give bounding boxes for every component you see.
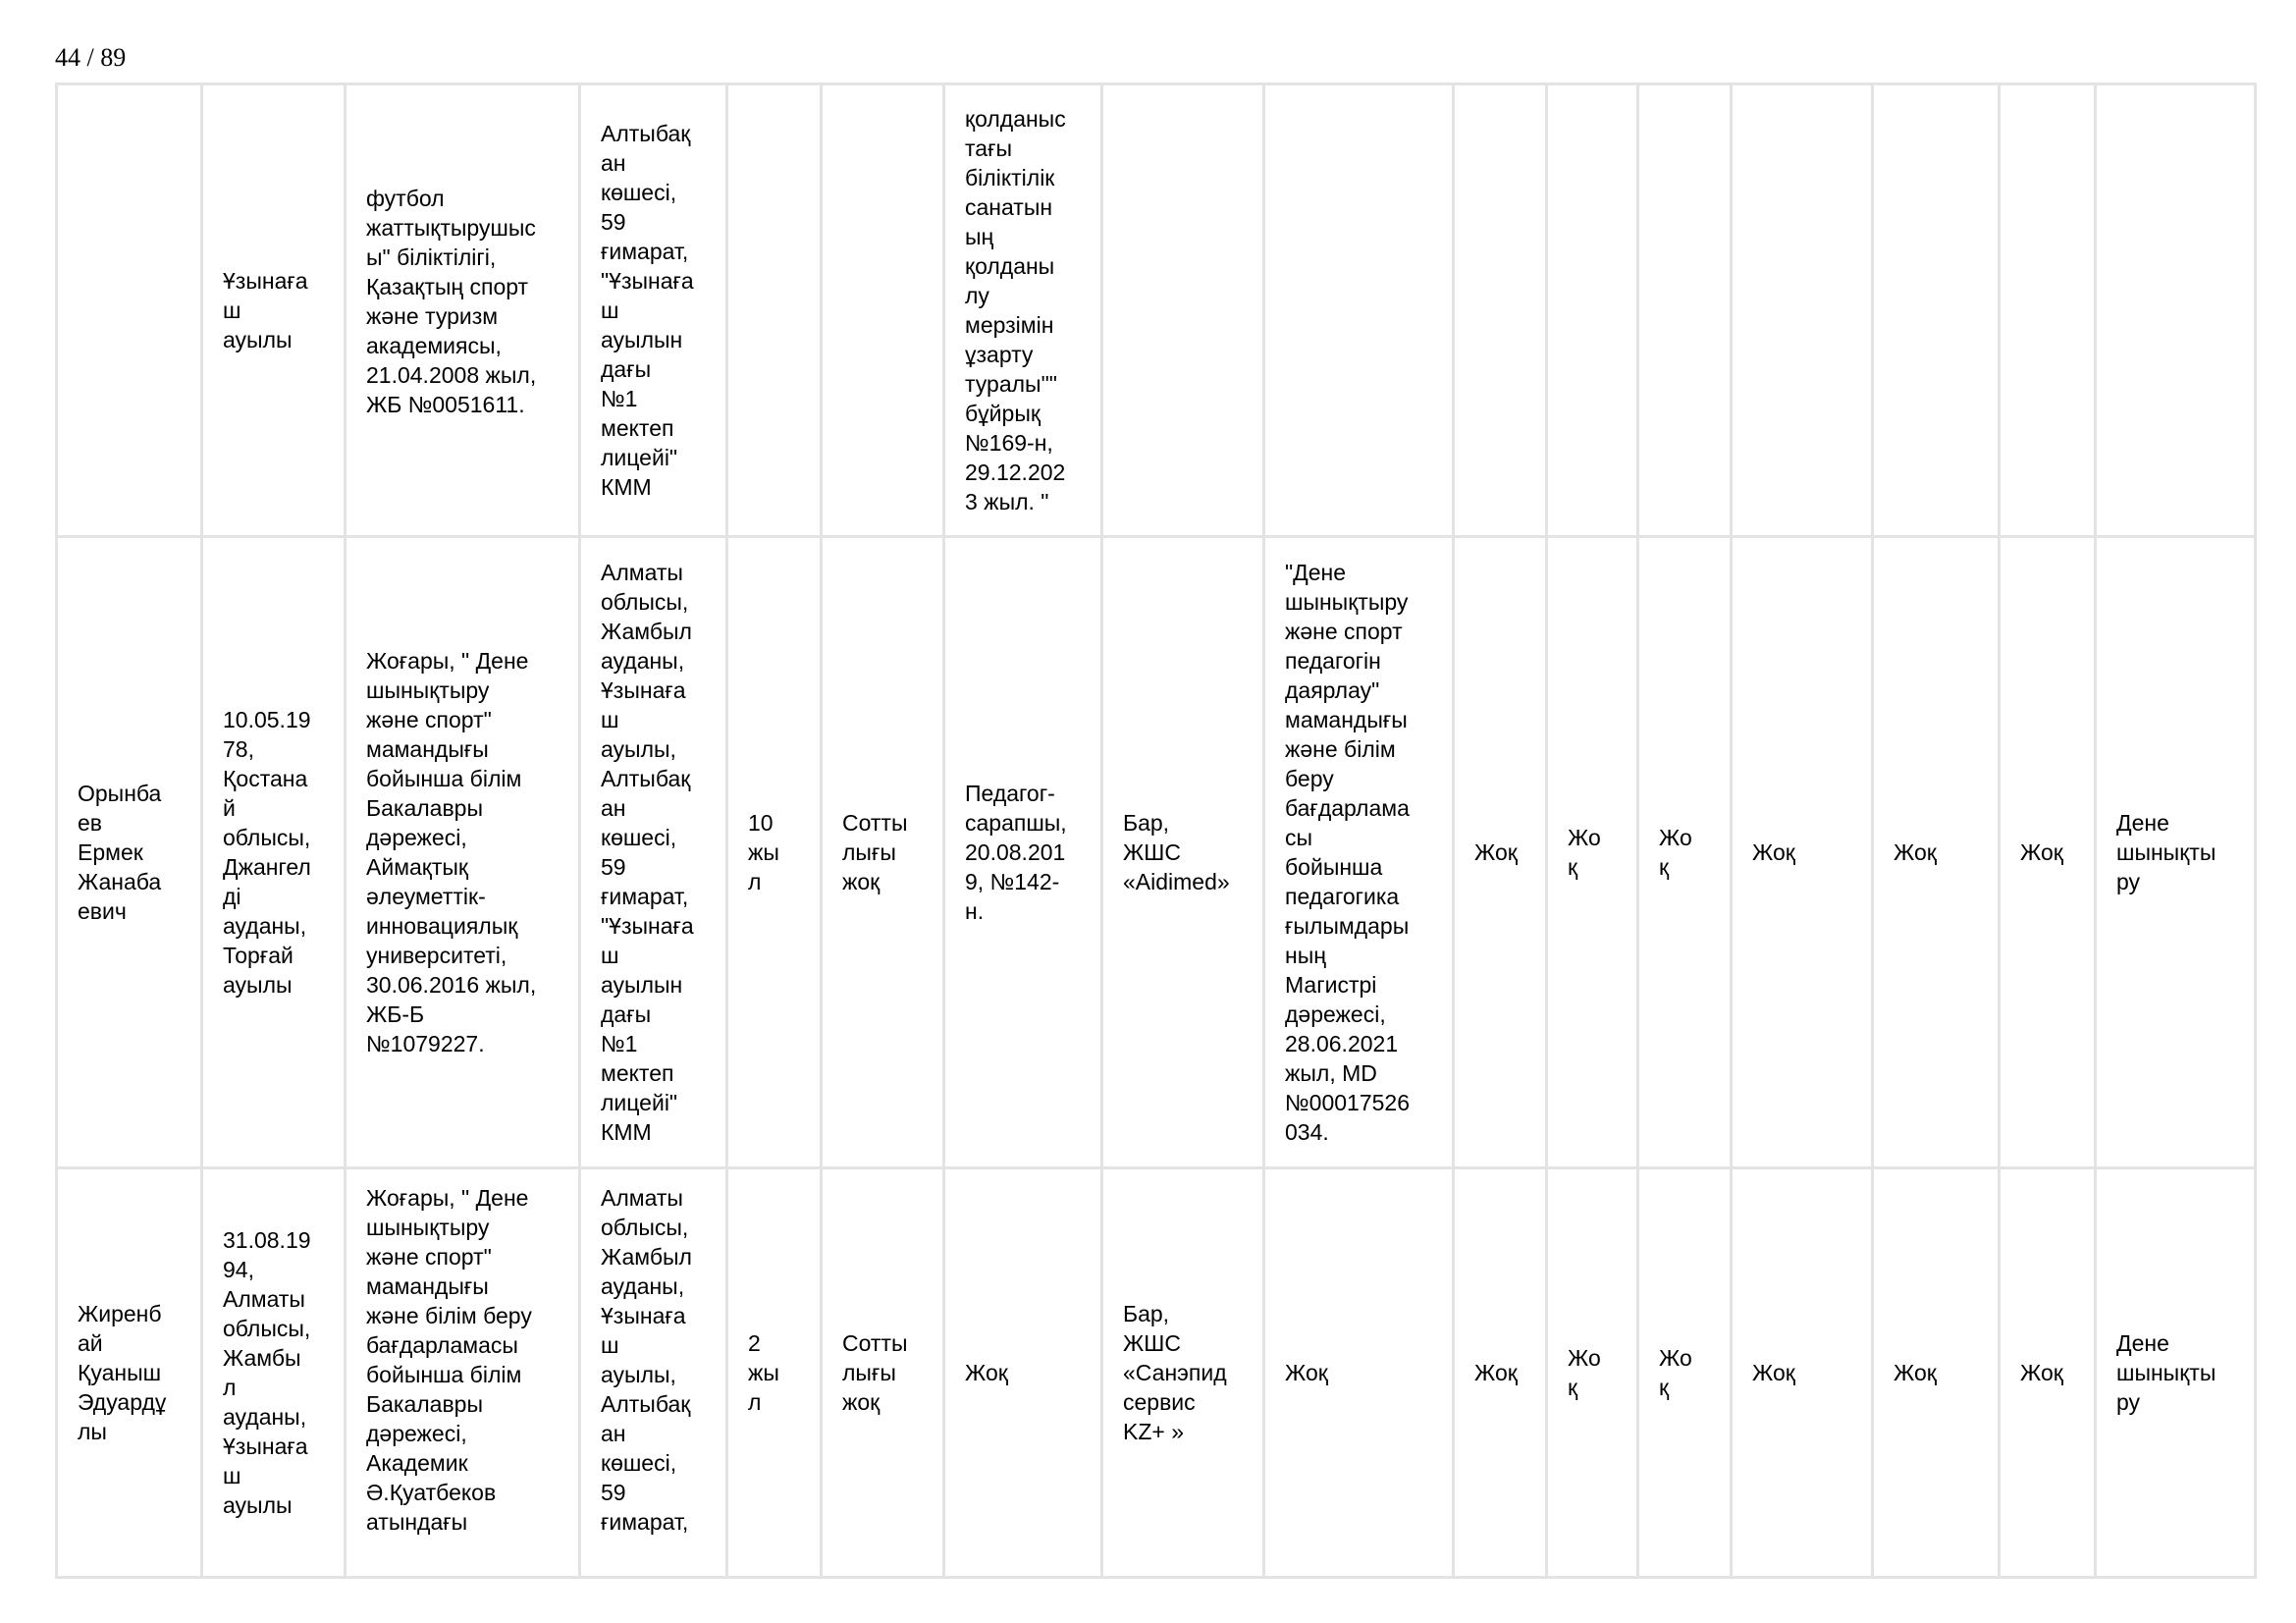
cell-col14: Жоқ bbox=[1873, 537, 2000, 1168]
cell-col15 bbox=[2000, 84, 2096, 537]
cell-col13: Жоқ bbox=[1732, 1168, 1873, 1578]
cell-experience bbox=[727, 84, 822, 537]
cell-medical: Бар, ЖШС «Санэпид сервис KZ+ » bbox=[1102, 1168, 1264, 1578]
cell-col14: Жоқ bbox=[1873, 1168, 2000, 1578]
cell-col11: Жо қ bbox=[1547, 537, 1638, 1168]
cell-col12: Жо қ bbox=[1638, 1168, 1732, 1578]
page-number: 44 / 89 bbox=[55, 43, 127, 72]
cell-workplace: Алматы облысы, Жамбыл ауданы, Ұзынаға ш ауылы, Алтыбақ ан көшесі, 59 ғимарат, "Ұзынаға ш ауылын дағы №1 мектеп лицейі" КММ bbox=[580, 537, 727, 1168]
cell-qualification: Жоқ bbox=[944, 1168, 1102, 1578]
cell-subject: Дене шынықты ру bbox=[2096, 537, 2256, 1168]
cell-education: футбол жаттықтырушыс ы" біліктілігі, Қазақтың спорт және туризм академиясы, 21.04.2008 жыл, ЖБ №0051611. bbox=[346, 84, 580, 537]
cell-qualification: Педагог- сарапшы, 20.08.201 9, №142- н. bbox=[944, 537, 1102, 1168]
cell-education: Жоғары, " Дене шынықтыру және спорт" мамандығы бойынша білім Бакалавры дәрежесі, Аймақтық әлеуметтік- инновациялық университеті, 30.06.2016 жыл, ЖБ-Б №1079227. bbox=[346, 537, 580, 1168]
cell-col12: Жо қ bbox=[1638, 537, 1732, 1168]
cell-birth-info: Ұзынаға ш ауылы bbox=[202, 84, 346, 537]
table-row bbox=[57, 84, 2256, 537]
cell-degree bbox=[1264, 84, 1454, 537]
cell-medical bbox=[1102, 84, 1264, 537]
cell-col12 bbox=[1638, 84, 1732, 537]
cell-criminal-record bbox=[822, 84, 944, 537]
cell-subject: Дене шынықты ру bbox=[2096, 1168, 2256, 1578]
cell-criminal-record: Сотты лығы жоқ bbox=[822, 537, 944, 1168]
cell-col13 bbox=[1732, 84, 1873, 537]
cell-subject bbox=[2096, 84, 2256, 537]
cell-birth-info: 31.08.19 94, Алматы облысы, Жамбы л ауданы, Ұзынаға ш ауылы bbox=[202, 1168, 346, 1578]
cell-degree: "Дене шынықтыру және спорт педагогін даярлау" мамандығы және білім беру бағдарлама сы бойынша педагогика ғылымдары ның Магистрі дәрежесі, 28.06.2021 жыл, MD №00017526 034. bbox=[1264, 537, 1454, 1168]
data-table bbox=[55, 82, 2257, 1579]
cell-birth-info: 10.05.19 78, Қостана й облысы, Джангел ді ауданы, Торғай ауылы bbox=[202, 537, 346, 1168]
cell-col13: Жоқ bbox=[1732, 537, 1873, 1168]
table-row bbox=[57, 537, 2256, 1168]
table-row bbox=[57, 1168, 2256, 1578]
cell-medical: Бар, ЖШС «Aidimed» bbox=[1102, 537, 1264, 1168]
cell-col10: Жоқ bbox=[1454, 1168, 1547, 1578]
cell-fullname bbox=[57, 84, 202, 537]
cell-workplace: Алтыбақ ан көшесі, 59 ғимарат, "Ұзынаға ш ауылын дағы №1 мектеп лицейі" КММ bbox=[580, 84, 727, 537]
cell-col11 bbox=[1547, 84, 1638, 537]
cell-fullname: Жиренб ай Қуаныш Эдуардұ лы bbox=[57, 1168, 202, 1578]
cell-degree: Жоқ bbox=[1264, 1168, 1454, 1578]
cell-education: Жоғары, " Дене шынықтыру және спорт" мамандығы және білім беру бағдарламасы бойынша білім Бакалавры дәрежесі, Академик Ә.Қуатбеков атындағы bbox=[346, 1168, 580, 1578]
cell-col11: Жо қ bbox=[1547, 1168, 1638, 1578]
cell-criminal-record: Сотты лығы жоқ bbox=[822, 1168, 944, 1578]
cell-col10: Жоқ bbox=[1454, 537, 1547, 1168]
cell-col15: Жоқ bbox=[2000, 537, 2096, 1168]
cell-workplace: Алматы облысы, Жамбыл ауданы, Ұзынаға ш ауылы, Алтыбақ ан көшесі, 59 ғимарат, bbox=[580, 1168, 727, 1578]
cell-col10 bbox=[1454, 84, 1547, 537]
cell-experience: 2 жы л bbox=[727, 1168, 822, 1578]
cell-fullname: Орынба ев Ермек Жанаба евич bbox=[57, 537, 202, 1168]
cell-experience: 10 жы л bbox=[727, 537, 822, 1168]
cell-col14 bbox=[1873, 84, 2000, 537]
cell-col15: Жоқ bbox=[2000, 1168, 2096, 1578]
cell-qualification: қолданыс тағы біліктілік санатын ың қолданы лу мерзімін ұзарту туралы"" бұйрық №169-н, 29.12.202 3 жыл. " bbox=[944, 84, 1102, 537]
